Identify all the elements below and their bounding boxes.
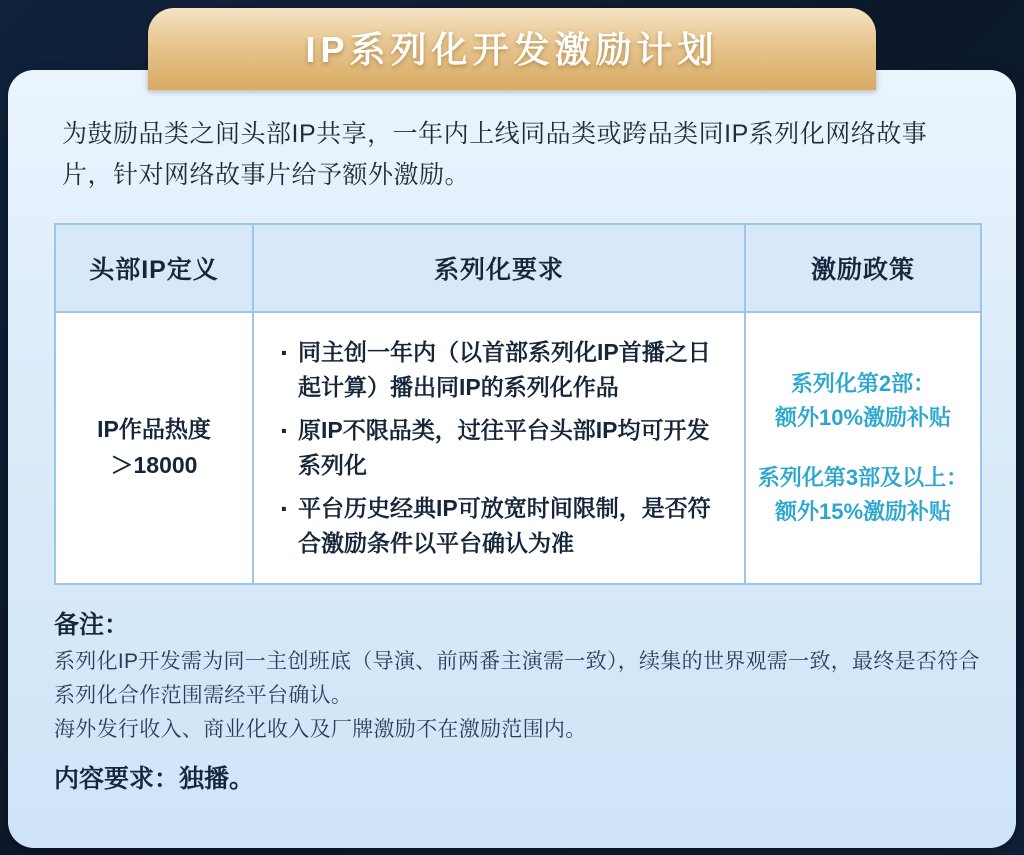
policy-spacer bbox=[756, 435, 970, 461]
column-header-definition: 头部IP定义 bbox=[55, 224, 253, 312]
page-title: IP系列化开发激励计划 bbox=[305, 28, 719, 70]
notes-title: 备注： bbox=[54, 610, 130, 639]
requirements-list bbox=[276, 335, 724, 561]
policy-value-third: 额外15%激励补贴 bbox=[774, 498, 952, 524]
notes-section bbox=[54, 605, 980, 795]
list-item: · 同主创一年内（以首部系列化IP首播之日起计算）播出同IP的系列化作品 bbox=[276, 335, 724, 405]
policy-value-second: 额外10%激励补贴 bbox=[774, 404, 952, 430]
list-item: · 平台历史经典IP可放宽时间限制，是否符合激励条件以平台确认为准 bbox=[276, 491, 724, 561]
content-requirement: 内容要求：独播。 bbox=[54, 764, 255, 793]
title-tab bbox=[148, 8, 876, 90]
incentive-table bbox=[54, 223, 982, 585]
notes-line: 系列化IP开发需为同一主创班底（导演、前两番主演需一致），续集的世界观需一致，最终是否符合系列化合作范围需经平台确认。 bbox=[54, 649, 980, 707]
cell-ip-definition bbox=[55, 312, 253, 584]
notes-line: 海外发行收入、商业化收入及厂牌激励不在激励范围内。 bbox=[54, 717, 587, 741]
definition-line-2: ＞18000 bbox=[110, 451, 198, 478]
content-card bbox=[8, 70, 1016, 848]
table-header-row bbox=[55, 224, 981, 312]
column-header-policy: 激励政策 bbox=[745, 224, 981, 312]
policy-item-second bbox=[756, 367, 970, 435]
table-body bbox=[55, 312, 981, 584]
policy-label-second: 系列化第2部： bbox=[790, 370, 936, 396]
definition-line-1: IP作品热度 bbox=[97, 416, 211, 443]
table-head bbox=[55, 224, 981, 312]
cell-series-requirements bbox=[253, 312, 745, 584]
cell-incentive-policy bbox=[745, 312, 981, 584]
list-item: · 原IP不限品类，过往平台头部IP均可开发系列化 bbox=[276, 413, 724, 483]
column-header-requirements: 系列化要求 bbox=[253, 224, 745, 312]
table-row bbox=[55, 312, 981, 584]
intro-paragraph: 为鼓励品类之间头部IP共享，一年内上线同品类或跨品类同IP系列化网络故事片，针对网络故事片给予额外激励。 bbox=[62, 120, 928, 189]
policy-label-third: 系列化第3部及以上： bbox=[757, 464, 969, 490]
policy-item-third bbox=[756, 461, 970, 529]
